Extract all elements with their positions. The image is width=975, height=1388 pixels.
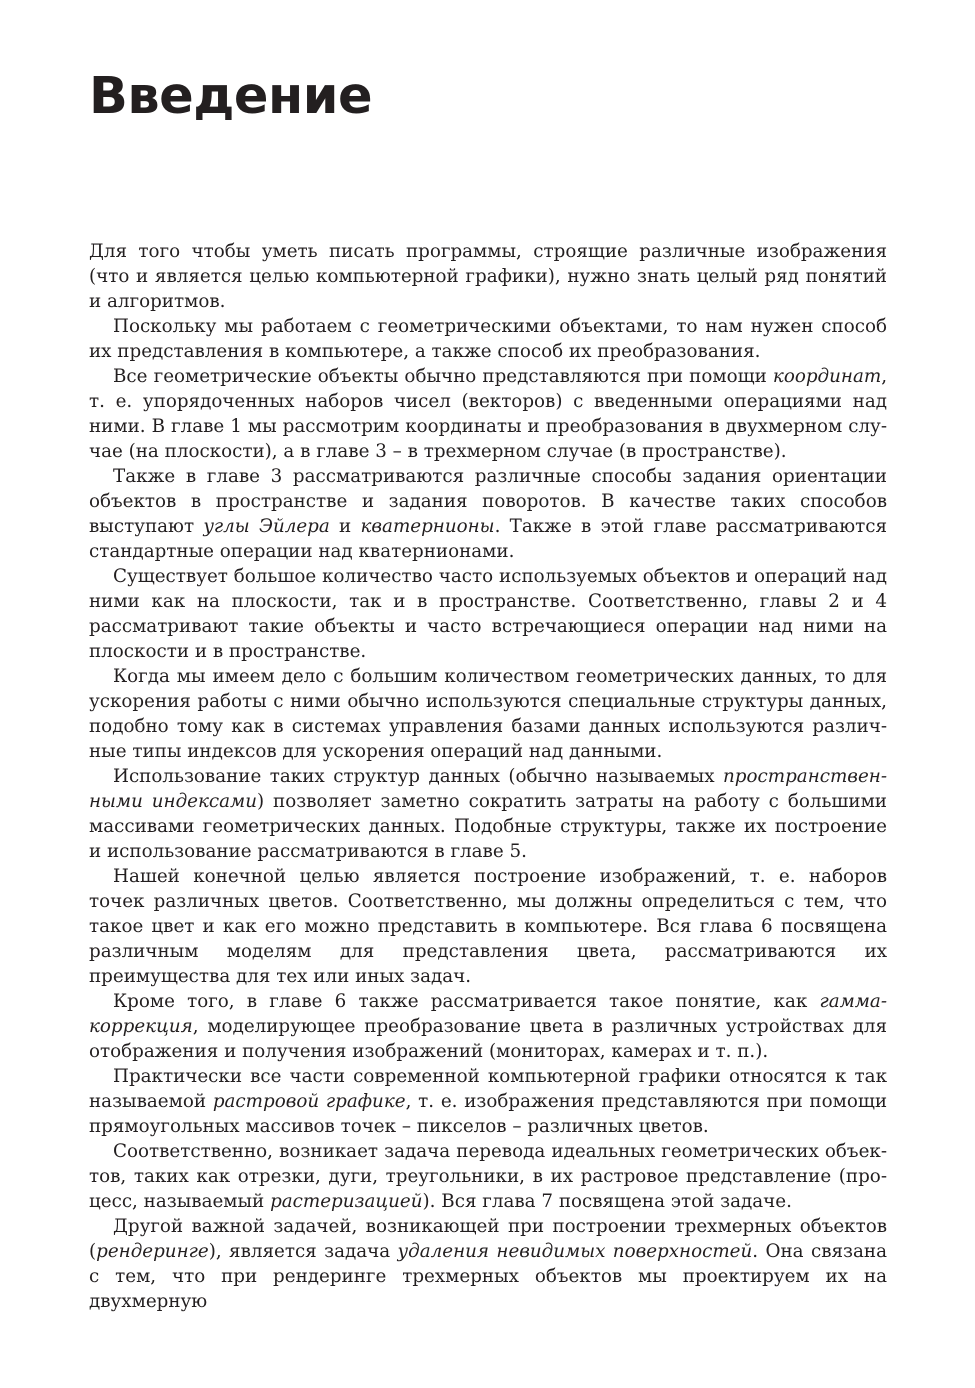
text-run: Нашей конечной целью является построение изображений, т. е. наборов точек различных цветов. Соответственно, мы должны определиться с тем, что такое цвет и как его можно представить в компьютере. Вся глава 6 посвящена различным моделям для представления цвета, рассматриваются их преимущества для тех или иных задач. bbox=[89, 866, 887, 987]
paragraph-p12 bbox=[89, 1214, 887, 1314]
text-run: , т. е. упорядоченных наборов чисел (векторов) с введенными операциями над ними. В главе 1 мы рассмотрим координаты и преобразования в двухмерном случае (на плоскости), а в главе 3 – в трехмерном случае (в пространстве). bbox=[89, 366, 887, 462]
italic-term: пространственными индексами bbox=[89, 766, 887, 812]
italic-term: координат bbox=[772, 366, 882, 387]
italic-term: растеризацией bbox=[270, 1191, 423, 1212]
text-run: Также в главе 3 рассматриваются различные способы задания ориентации объектов в пространстве и задания поворотов. В качестве таких способов выступают bbox=[89, 466, 887, 537]
paragraph-p5 bbox=[89, 564, 887, 664]
text-run: Когда мы имеем дело с большим количеством геометрических данных, то для ускорения работы с ними обычно используются специальные структуры данных, подобно тому как в системах управления базами данных используются различные типы индексов для ускорения операций над данными. bbox=[89, 666, 887, 762]
text-run: ). Вся глава 7 посвящена этой задаче. bbox=[422, 1191, 792, 1212]
paragraph-p8 bbox=[89, 864, 887, 989]
text-run: , моделирующее преобразование цвета в различных устройствах для отображения и получения изображений (мониторах, камерах и т. п.). bbox=[89, 1016, 887, 1062]
text-run: и bbox=[329, 516, 361, 537]
text-run: . Она связана с тем, что при рендеринге трехмерных объектов мы проектируем их на двухмерную bbox=[89, 1241, 887, 1312]
italic-term: удаления невидимых поверхностей bbox=[397, 1241, 753, 1262]
text-run: Использование таких структур данных (обычно называемых bbox=[113, 766, 724, 787]
text-run: , т. е. изображения представляются при помощи прямоугольных массивов точек – пикселов – различных цветов. bbox=[89, 1091, 888, 1137]
paragraph-p11 bbox=[89, 1139, 887, 1214]
text-run: Практически все части современной компьютерной графики относятся к так называемой bbox=[89, 1066, 887, 1112]
text-run: ) позволяет заметно сократить затраты на работу с большими массивами геометрических данных. Подобные структуры, также их построение и использование рассматриваются в главе 5. bbox=[89, 791, 887, 862]
paragraph-p6 bbox=[89, 664, 887, 764]
text-run: Для того чтобы уметь писать программы, строящие различные изображения (что и является целью компьютерной графики), нужно знать целый ряд понятий и алгоритмов. bbox=[89, 241, 887, 312]
text-run: Другой важной задачей, возникающей при построении трехмерных объектов ( bbox=[89, 1216, 887, 1262]
italic-term: растровой графике bbox=[212, 1091, 406, 1112]
italic-term: кватернионы bbox=[360, 516, 495, 537]
text-run: Существует большое количество часто используемых объектов и операций над ними как на плоскости, так и в пространстве. Соответственно, главы 2 и 4 рассматривают такие объекты и часто встречающиеся операции над ними на плоскости и в пространстве. bbox=[89, 566, 887, 662]
paragraph-p2 bbox=[89, 314, 887, 364]
paragraph-p3 bbox=[89, 364, 887, 464]
italic-term: рендеринге bbox=[96, 1241, 209, 1262]
text-run: Соответственно, возникает задача перевода идеальных геометрических объектов, таких как отрезки, дуги, треугольники, в их растровое представление (процесс, называемый bbox=[89, 1141, 887, 1212]
text-run: ), является задача bbox=[208, 1241, 398, 1262]
text-run: . Также в этой главе рассматриваются стандартные операции над кватернионами. bbox=[89, 516, 888, 562]
text-run: Кроме того, в главе 6 также рассматривается такое понятие, как bbox=[113, 991, 820, 1012]
paragraph-p4 bbox=[89, 464, 887, 564]
chapter-title: Введение bbox=[89, 67, 373, 126]
body-text bbox=[89, 239, 887, 1314]
paragraph-p10 bbox=[89, 1064, 887, 1139]
paragraph-p9 bbox=[89, 989, 887, 1064]
text-run: Все геометрические объекты обычно представляются при помощи bbox=[113, 366, 773, 387]
text-run: Поскольку мы работаем с геометрическими объектами, то нам нужен способ их представления в компьютере, а также способ их преобразования. bbox=[89, 316, 887, 362]
italic-term: гамма-коррекция bbox=[89, 991, 887, 1037]
paragraph-p7 bbox=[89, 764, 887, 864]
paragraph-p1 bbox=[89, 239, 887, 314]
italic-term: углы Эйлера bbox=[203, 516, 330, 537]
